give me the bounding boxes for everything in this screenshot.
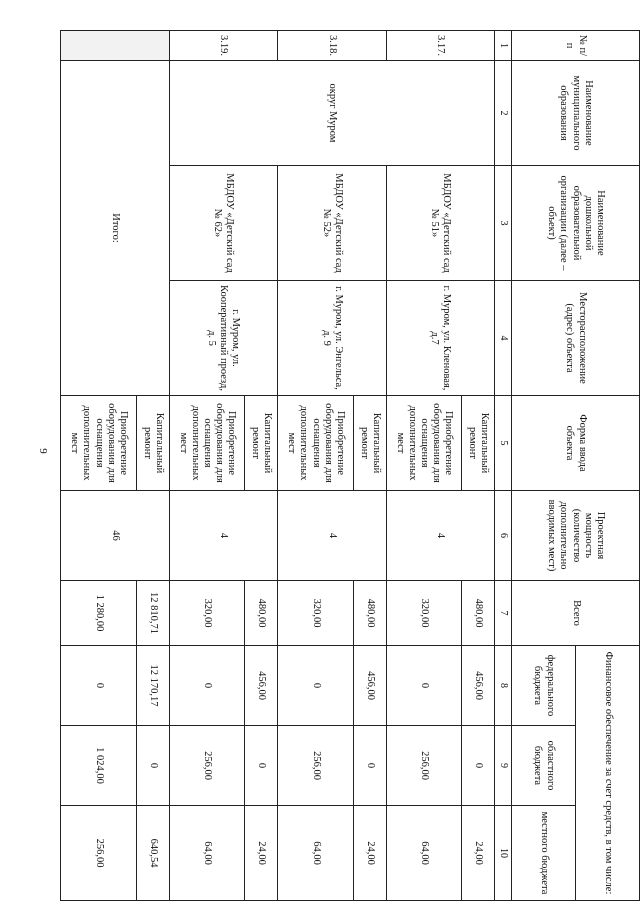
header-organization: Наименование дошкольной образовательной организации (далее – объект) xyxy=(512,166,640,281)
capacity-cell: 4 xyxy=(169,491,277,581)
column-number: 10 xyxy=(495,806,512,901)
form-cell: Капитальный ремонт xyxy=(137,396,170,491)
federal-cell: 456,00 xyxy=(245,646,278,726)
local-cell: 24,00 xyxy=(462,806,495,901)
organization-cell: МБДОУ «Детский сад № 51» xyxy=(386,166,494,281)
federal-cell: 0 xyxy=(169,646,245,726)
total-cell: 480,00 xyxy=(353,581,386,646)
federal-cell: 456,00 xyxy=(353,646,386,726)
funding-table xyxy=(60,30,640,901)
regional-cell: 256,00 xyxy=(278,726,354,806)
federal-cell: 0 xyxy=(386,646,462,726)
column-number: 3 xyxy=(495,166,512,281)
local-cell: 256,00 xyxy=(61,806,137,901)
column-number: 6 xyxy=(495,491,512,581)
total-cell: 320,00 xyxy=(169,581,245,646)
address-cell: г. Муром, ул. Энгельса, д. 9 xyxy=(278,281,386,396)
header-regional: областного бюджета xyxy=(512,726,576,806)
capacity-cell: 4 xyxy=(386,491,494,581)
local-cell: 24,00 xyxy=(353,806,386,901)
total-row xyxy=(137,31,170,901)
page-number: 9 xyxy=(36,448,49,454)
form-cell: Капитальный ремонт xyxy=(245,396,278,491)
local-cell: 64,00 xyxy=(386,806,462,901)
table-container xyxy=(60,30,640,900)
federal-cell: 456,00 xyxy=(462,646,495,726)
capacity-cell: 4 xyxy=(278,491,386,581)
local-cell: 64,00 xyxy=(278,806,354,901)
header-capacity: Проектная мощность (количество дополнительно вводимых мест) xyxy=(512,491,640,581)
header-federal: федерального бюджета xyxy=(512,646,576,726)
form-cell: Приобретение оборудования для оснащения дополнительных мест xyxy=(386,396,462,491)
form-cell: Приобретение оборудования для оснащения дополнительных мест xyxy=(169,396,245,491)
local-cell: 640,54 xyxy=(137,806,170,901)
federal-cell: 0 xyxy=(278,646,354,726)
row-number: 3.19. xyxy=(169,31,277,61)
regional-cell: 0 xyxy=(245,726,278,806)
address-cell: г. Муром, ул. Кооперативный проезд, д. 5 xyxy=(169,281,277,396)
regional-cell: 1 024,00 xyxy=(61,726,137,806)
column-number: 8 xyxy=(495,646,512,726)
organization-cell: МБДОУ «Детский сад № 52» xyxy=(278,166,386,281)
table-row xyxy=(462,31,495,901)
municipality-cell: округ Муром xyxy=(169,61,494,166)
header-form: Форма ввода объекта xyxy=(512,396,640,491)
form-cell: Приобретение оборудования для оснащения дополнительных мест xyxy=(278,396,354,491)
form-cell: Капитальный ремонт xyxy=(353,396,386,491)
total-cell: 320,00 xyxy=(386,581,462,646)
column-number: 9 xyxy=(495,726,512,806)
column-number: 1 xyxy=(495,31,512,61)
column-number: 4 xyxy=(495,281,512,396)
header-address: Месторасположение (адрес) объекта xyxy=(512,281,640,396)
total-num-cell xyxy=(61,31,170,61)
total-label: Итого: xyxy=(61,61,170,396)
row-number: 3.18. xyxy=(278,31,386,61)
regional-cell: 0 xyxy=(353,726,386,806)
regional-cell: 0 xyxy=(462,726,495,806)
organization-cell: МБДОУ «Детский сад № 62» xyxy=(169,166,277,281)
column-number: 5 xyxy=(495,396,512,491)
local-cell: 24,00 xyxy=(245,806,278,901)
header-local: местного бюджета xyxy=(512,806,576,901)
form-cell: Приобретение оборудования для оснащения дополнительных мест xyxy=(61,396,137,491)
header-funding-group: Финансовое обеспечение за счет средств, в том числе: xyxy=(576,646,640,901)
header-num: № п/п xyxy=(512,31,640,61)
row-number: 3.17. xyxy=(386,31,494,61)
total-cell: 1 280,00 xyxy=(61,581,137,646)
header-municipality: Наименование муниципального образования xyxy=(512,61,640,166)
total-cell: 480,00 xyxy=(245,581,278,646)
regional-cell: 0 xyxy=(137,726,170,806)
address-cell: г. Муром, ул. Кленовая, д.7 xyxy=(386,281,494,396)
total-cell: 480,00 xyxy=(462,581,495,646)
column-number: 7 xyxy=(495,581,512,646)
regional-cell: 256,00 xyxy=(386,726,462,806)
regional-cell: 256,00 xyxy=(169,726,245,806)
column-number-row xyxy=(495,31,512,901)
total-cell: 12 810,71 xyxy=(137,581,170,646)
form-cell: Капитальный ремонт xyxy=(462,396,495,491)
federal-cell: 12 170,17 xyxy=(137,646,170,726)
federal-cell: 0 xyxy=(61,646,137,726)
header-total: Всего xyxy=(512,581,640,646)
total-capacity: 46 xyxy=(61,491,170,581)
total-cell: 320,00 xyxy=(278,581,354,646)
column-number: 2 xyxy=(495,61,512,166)
local-cell: 64,00 xyxy=(169,806,245,901)
